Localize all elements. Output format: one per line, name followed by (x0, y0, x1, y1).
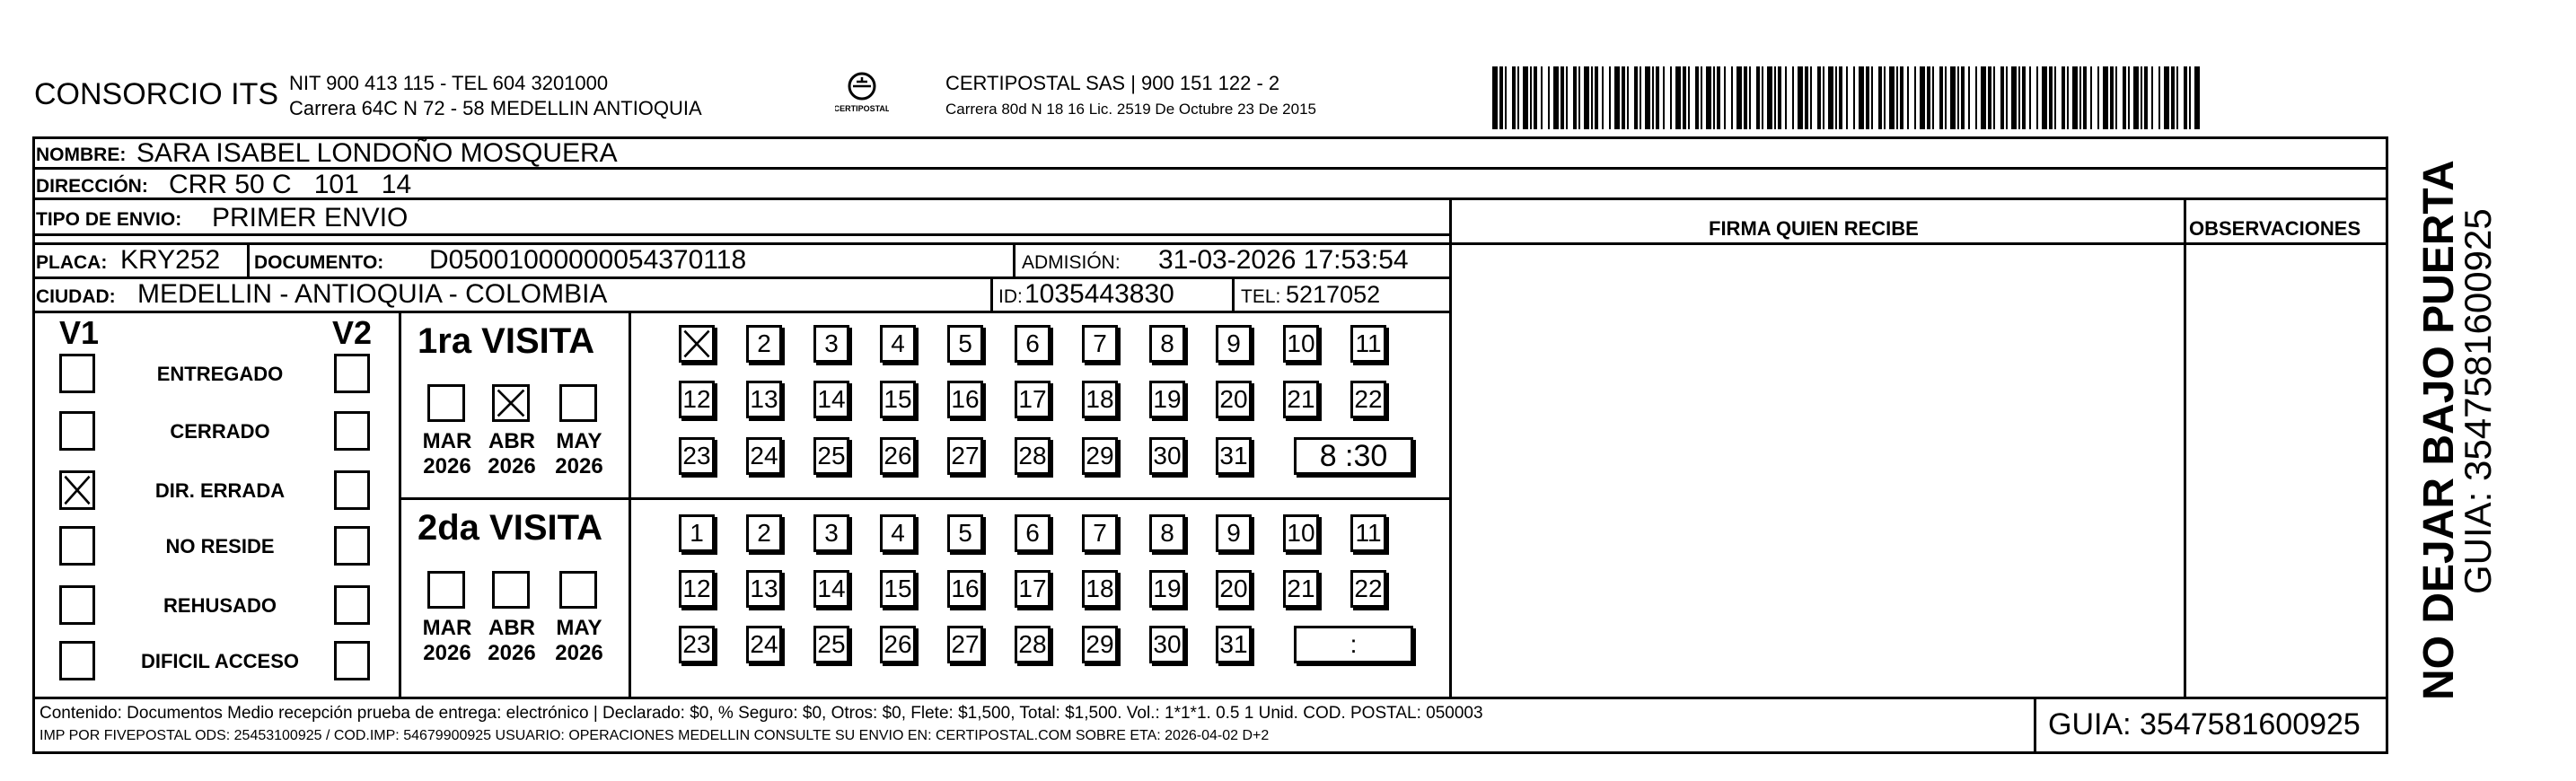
day-box[interactable]: 7 (1082, 514, 1118, 552)
id-value: 1035443830 (1024, 279, 1174, 309)
tipo-envio-value: PRIMER ENVIO (212, 203, 409, 233)
status-label: DIFICIL ACCESO (140, 650, 299, 672)
day-box[interactable]: 3 (813, 325, 849, 363)
tel-value: 5217052 (1286, 281, 1381, 308)
no-dejar-warning: NO DEJAR BAJO PUERTA (2415, 160, 2463, 700)
day-box[interactable]: 29 (1082, 437, 1118, 475)
day-box[interactable]: 26 (880, 626, 916, 663)
v2-checkbox[interactable] (334, 354, 370, 393)
firma-header: FIRMA QUIEN RECIBE (1709, 217, 1919, 240)
day-box[interactable]: 9 (1216, 514, 1252, 552)
month-year: 2026 (423, 454, 471, 478)
month-checkbox[interactable] (559, 571, 597, 609)
v2-header: V2 (332, 314, 373, 351)
day-box[interactable]: 4 (880, 325, 916, 363)
v1-header: V1 (59, 314, 100, 351)
barcode (1490, 66, 2209, 129)
day-box[interactable]: 8 (1149, 325, 1185, 363)
first-visit-title: 1ra VISITA (418, 321, 595, 361)
day-box[interactable]: 6 (1015, 514, 1051, 552)
day-box[interactable]: 5 (947, 325, 983, 363)
certipostal-license: Carrera 80d N 18 16 Lic. 2519 De Octubre 23 De 2015 (945, 101, 1316, 118)
direccion-value: CRR 50 C 101 14 (169, 170, 412, 199)
id-label: ID: (998, 286, 1023, 307)
v1-checkbox[interactable] (59, 411, 95, 451)
admision-value: 31-03-2026 17:53:54 (1158, 245, 1409, 275)
day-box[interactable]: 19 (1149, 381, 1185, 418)
day-box[interactable]: 23 (679, 437, 715, 475)
day-box[interactable] (679, 325, 715, 363)
month-year: 2026 (488, 454, 536, 478)
v2-checkbox[interactable] (334, 641, 370, 680)
day-box[interactable]: 22 (1350, 570, 1386, 608)
nombre-value: SARA ISABEL LONDOÑO MOSQUERA (136, 138, 618, 168)
day-box[interactable]: 10 (1283, 514, 1319, 552)
day-box[interactable]: 1 (679, 514, 715, 552)
day-box[interactable]: 21 (1283, 381, 1319, 418)
documento-label: DOCUMENTO: (254, 252, 384, 273)
day-box[interactable]: 2 (746, 325, 782, 363)
v2-checkbox[interactable] (334, 411, 370, 451)
day-box[interactable]: 31 (1216, 437, 1252, 475)
day-box[interactable]: 31 (1216, 626, 1252, 663)
day-box[interactable]: 22 (1350, 381, 1386, 418)
day-box[interactable]: 19 (1149, 570, 1185, 608)
day-box[interactable]: 5 (947, 514, 983, 552)
day-box[interactable]: 15 (880, 381, 916, 418)
day-box[interactable]: 11 (1350, 514, 1386, 552)
day-box[interactable]: 9 (1216, 325, 1252, 363)
day-box[interactable]: 28 (1015, 437, 1051, 475)
day-box[interactable]: 17 (1015, 570, 1051, 608)
month-checkbox[interactable] (492, 384, 530, 422)
tipo-envio-label: TIPO DE ENVIO: (36, 209, 182, 230)
v1-checkbox[interactable] (59, 585, 95, 625)
month-year: 2026 (488, 641, 536, 665)
v1-checkbox[interactable] (59, 354, 95, 393)
day-box[interactable]: 16 (947, 381, 983, 418)
status-label: CERRADO (170, 420, 270, 443)
day-box[interactable]: 12 (679, 570, 715, 608)
month-label: MAY (556, 616, 602, 640)
day-box[interactable]: 13 (746, 381, 782, 418)
day-box[interactable]: 8 (1149, 514, 1185, 552)
placa-value: KRY252 (120, 245, 221, 275)
v1-checkbox[interactable] (59, 641, 95, 680)
day-box[interactable]: 20 (1216, 381, 1252, 418)
day-box[interactable]: 28 (1015, 626, 1051, 663)
day-box[interactable]: 18 (1082, 570, 1118, 608)
month-label: MAR (422, 616, 472, 640)
certipostal-info: CERTIPOSTAL SAS | 900 151 122 - 2 (945, 72, 1280, 94)
day-box[interactable]: 21 (1283, 570, 1319, 608)
month-label: MAR (422, 429, 472, 453)
day-box[interactable]: 27 (947, 437, 983, 475)
day-box[interactable]: 30 (1149, 437, 1185, 475)
status-label: REHUSADO (163, 594, 277, 617)
ciudad-value: MEDELLIN - ANTIOQUIA - COLOMBIA (137, 279, 608, 309)
month-year: 2026 (423, 641, 471, 665)
month-label: MAY (556, 429, 602, 453)
day-box[interactable]: 15 (880, 570, 916, 608)
admision-label: ADMISIÓN: (1022, 252, 1121, 273)
day-box[interactable]: 20 (1216, 570, 1252, 608)
day-box[interactable]: 26 (880, 437, 916, 475)
day-box[interactable]: 24 (746, 626, 782, 663)
day-box[interactable]: 18 (1082, 381, 1118, 418)
day-box[interactable]: 16 (947, 570, 983, 608)
company-address: Carrera 64C N 72 - 58 MEDELLIN ANTIOQUIA (289, 97, 702, 119)
month-checkbox[interactable] (492, 571, 530, 609)
v2-checkbox[interactable] (334, 585, 370, 625)
svg-text:CERTIPOSTAL: CERTIPOSTAL (835, 104, 889, 113)
status-label: DIR. ERRADA (154, 479, 286, 502)
day-box[interactable]: 17 (1015, 381, 1051, 418)
time-box[interactable]: : (1294, 626, 1413, 663)
second-visit-title: 2da VISITA (418, 508, 602, 548)
day-box[interactable]: 30 (1149, 626, 1185, 663)
day-box[interactable]: 25 (813, 437, 849, 475)
month-checkbox[interactable] (427, 384, 465, 422)
day-box[interactable]: 10 (1283, 325, 1319, 363)
placa-label: PLACA: (36, 252, 108, 273)
day-box[interactable]: 6 (1015, 325, 1051, 363)
month-year: 2026 (555, 454, 603, 478)
documento-value: D05001000000054370118 (429, 245, 747, 275)
day-box[interactable]: 14 (813, 381, 849, 418)
month-label: ABR (488, 616, 535, 640)
day-box[interactable]: 3 (813, 514, 849, 552)
month-checkbox[interactable] (427, 571, 465, 609)
side-guia: GUIA: 3547581600925 (2457, 208, 2499, 594)
status-label: ENTREGADO (156, 363, 284, 385)
month-checkbox[interactable] (559, 384, 597, 422)
v2-checkbox[interactable] (334, 470, 370, 510)
side-text (2393, 36, 2572, 754)
tel-label: TEL: (1241, 286, 1281, 307)
footer-guia: GUIA: 3547581600925 (2048, 707, 2361, 742)
footer-imp: IMP POR FIVEPOSTAL ODS: 25453100925 / COD.IMP: 54679900925 USUARIO: OPERACIONES MEDELLIN CONSULTE SU ENVIO EN: CERTIPOSTAL.COM SOBRE ETA: 2026-04-02 D+2 (40, 728, 1270, 743)
nombre-label: NOMBRE: (36, 145, 127, 165)
day-box[interactable]: 25 (813, 626, 849, 663)
day-box[interactable]: 7 (1082, 325, 1118, 363)
direccion-label: DIRECCIÓN: (36, 176, 148, 197)
observaciones-header: OBSERVACIONES (2189, 217, 2361, 240)
month-label: ABR (488, 429, 535, 453)
status-label: NO RESIDE (165, 535, 275, 557)
day-box[interactable]: 24 (746, 437, 782, 475)
company-nit: NIT 900 413 115 - TEL 604 3201000 (289, 72, 609, 94)
day-box[interactable]: 2 (746, 514, 782, 552)
day-box[interactable]: 14 (813, 570, 849, 608)
day-box[interactable]: 23 (679, 626, 715, 663)
month-year: 2026 (555, 641, 603, 665)
day-box[interactable]: 27 (947, 626, 983, 663)
v2-checkbox[interactable] (334, 526, 370, 566)
day-box[interactable]: 11 (1350, 325, 1386, 363)
ciudad-label: CIUDAD: (36, 286, 116, 307)
company-name: CONSORCIO ITS (34, 77, 279, 111)
certipostal-logo (835, 70, 889, 124)
day-box[interactable]: 4 (880, 514, 916, 552)
day-box[interactable]: 29 (1082, 626, 1118, 663)
v1-checkbox[interactable] (59, 470, 95, 510)
day-box[interactable]: 13 (746, 570, 782, 608)
day-box[interactable]: 12 (679, 381, 715, 418)
v1-checkbox[interactable] (59, 526, 95, 566)
footer-content: Contenido: Documentos Medio recepción prueba de entrega: electrónico | Declarado: $0, % Seguro: $0, Otros: $0, Flete: $1,500, Total: $1,500. Vol.: 1*1*1. 0.5 1 Unid. COD. POSTAL: 050003 (40, 704, 1483, 723)
time-box[interactable]: 8 :30 (1294, 437, 1413, 475)
